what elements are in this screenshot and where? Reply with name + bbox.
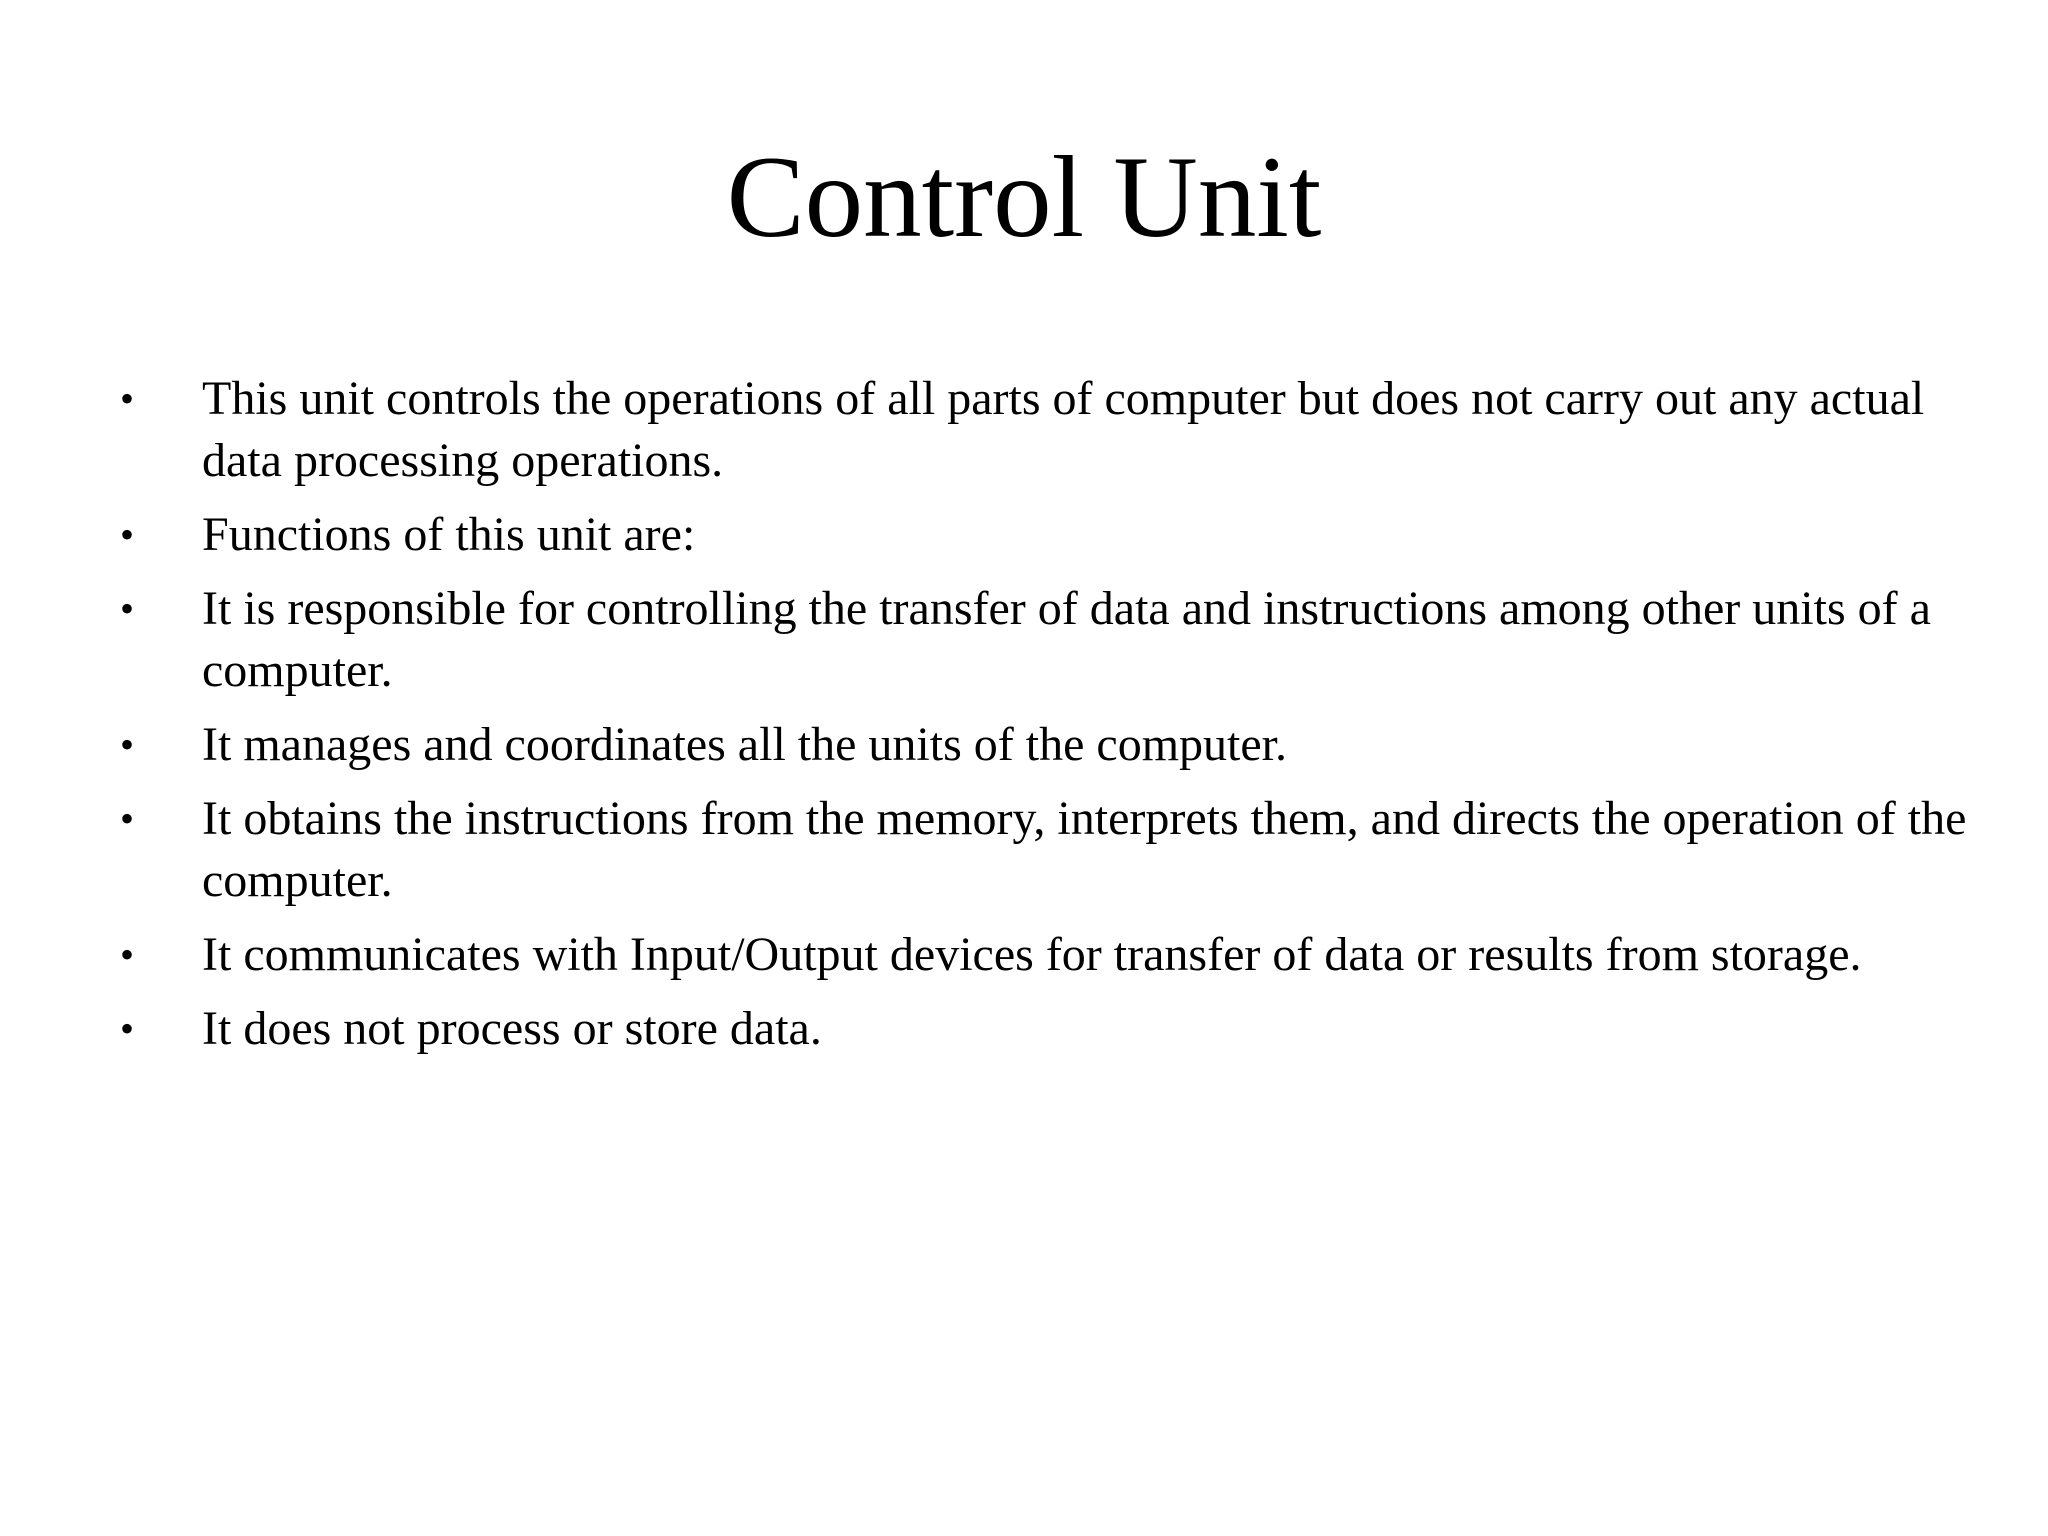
bullet-icon: • — [120, 796, 135, 841]
bullet-item — [120, 788, 1980, 912]
bullet-item — [120, 714, 1980, 776]
bullet-text: It obtains the instructions from the memory, interprets them, and directs the operation of the computer. — [202, 792, 1967, 907]
bullet-icon: • — [120, 586, 135, 631]
bullet-icon: • — [120, 722, 135, 767]
slide-title: Control Unit — [726, 133, 1322, 262]
bullet-item — [120, 578, 1980, 702]
bullet-item — [120, 924, 1980, 986]
bullet-text: Functions of this unit are: — [202, 508, 696, 561]
bullet-text: This unit controls the operations of all parts of computer but does not carry out any actual data processing operations. — [202, 372, 1925, 487]
bullet-text: It communicates with Input/Output devices for transfer of data or results from storage. — [202, 928, 1862, 981]
bullet-icon: • — [120, 512, 135, 557]
bullet-text: It does not process or store data. — [202, 1002, 822, 1055]
bullet-list — [120, 368, 1980, 1072]
bullet-icon: • — [120, 932, 135, 977]
bullet-item — [120, 998, 1980, 1060]
bullet-text: It manages and coordinates all the units of the computer. — [202, 718, 1288, 771]
bullet-icon: • — [120, 1006, 135, 1051]
bullet-icon: • — [120, 376, 135, 421]
bullet-item — [120, 368, 1980, 492]
bullet-item — [120, 504, 1980, 566]
bullet-text: It is responsible for controlling the transfer of data and instructions among other units of a computer. — [202, 582, 1931, 697]
